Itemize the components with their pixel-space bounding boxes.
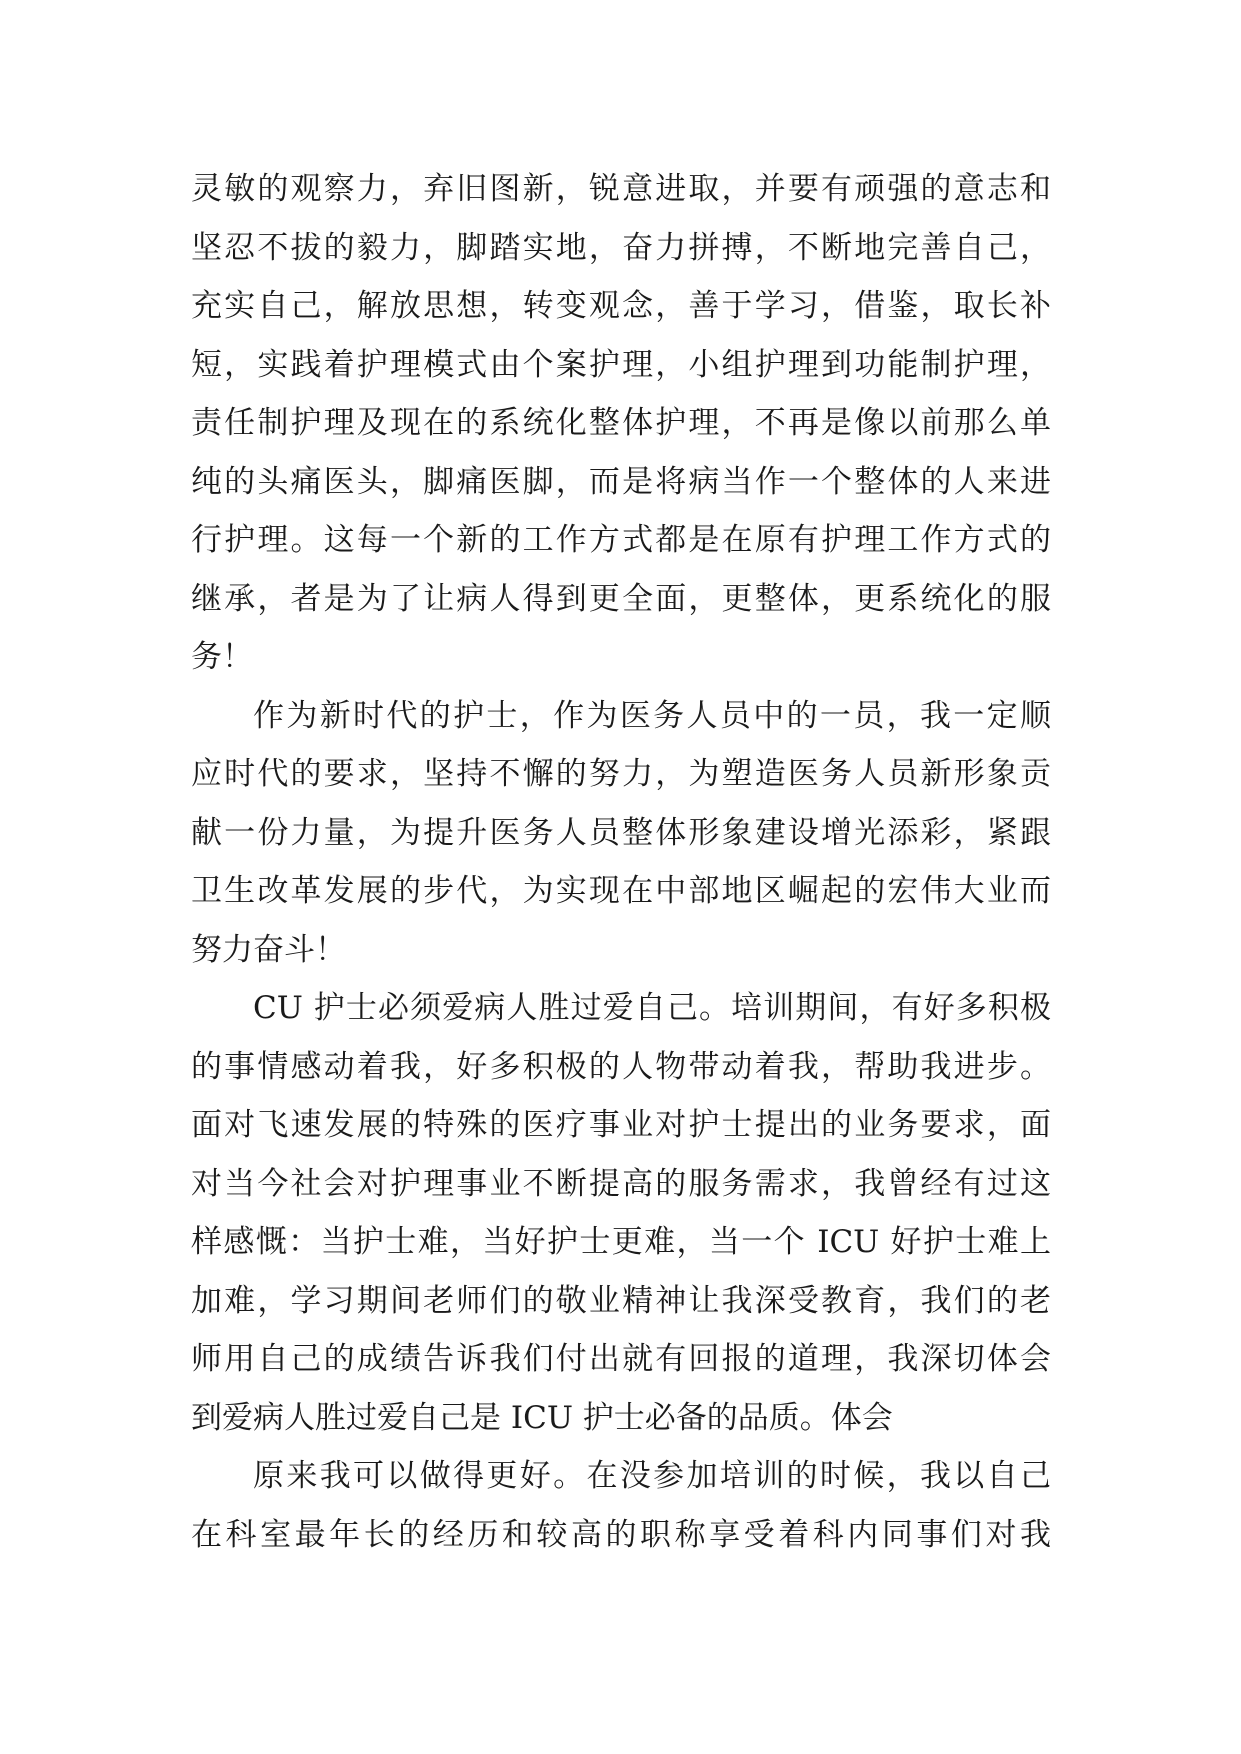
- text-line: 原来我可以做得更好。在没参加培训的时候，我以自己: [253, 1458, 1051, 1494]
- text-line: 对当今社会对护理事业不断提高的服务需求，我曾经有过这: [191, 1165, 1051, 1202]
- text-line: 灵敏的观察力，弃旧图新，锐意进取，并要有顽强的意志和: [191, 171, 1051, 207]
- paragraph-4: [191, 1447, 1051, 1564]
- text-line: 的事情感动着我，好多积极的人物带动着我，帮助我进步。: [191, 1048, 1051, 1085]
- text-line: 坚忍不拔的毅力，脚踏实地，奋力拼搏，不断地完善自己，: [191, 229, 1051, 266]
- paragraph-1: [191, 160, 1051, 687]
- text-line: 应时代的要求，坚持不懈的努力，为塑造医务人员新形象贡: [191, 756, 1051, 792]
- text-line: 献一份力量，为提升医务人员整体形象建设增光添彩，紧跟: [191, 814, 1051, 851]
- text-line: 师用自己的成绩告诉我们付出就有回报的道理，我深切体会: [191, 1341, 1051, 1377]
- text-line: 纯的头痛医头，脚痛医脚，而是将病当作一个整体的人来进: [191, 463, 1051, 500]
- text-line: 务！: [191, 639, 253, 675]
- text-line: 面对飞速发展的特殊的医疗事业对护士提出的业务要求，面: [191, 1107, 1051, 1143]
- text-line: CU 护士必须爱病人胜过爱自己。培训期间，有好多积极: [253, 990, 1051, 1026]
- text-line: 到爱病人胜过爱自己是 ICU 护士必备的品质。体会: [191, 1399, 893, 1436]
- text-line: 短，实践着护理模式由个案护理，小组护理到功能制护理，: [191, 346, 1051, 383]
- body-text: [191, 160, 1051, 1564]
- paragraph-3: [191, 979, 1051, 1447]
- text-line: 作为新时代的护士，作为医务人员中的一员，我一定顺: [253, 697, 1051, 734]
- text-line: 行护理。这每一个新的工作方式都是在原有护理工作方式的: [191, 522, 1051, 558]
- text-line: 加难，学习期间老师们的敬业精神让我深受教育，我们的老: [191, 1282, 1051, 1319]
- text-line: 继承，者是为了让病人得到更全面，更整体，更系统化的服: [191, 580, 1051, 617]
- text-line: 充实自己，解放思想，转变观念，善于学习，借鉴，取长补: [191, 288, 1051, 324]
- paragraph-2: [191, 687, 1051, 980]
- text-line: 样感慨：当护士难，当好护士更难，当一个 ICU 好护士难上: [191, 1224, 1051, 1260]
- text-line: 在科室最年长的经历和较高的职称享受着科内同事们对我: [191, 1516, 1051, 1553]
- text-line: 卫生改革发展的步代，为实现在中部地区崛起的宏伟大业而: [191, 873, 1051, 909]
- text-line: 责任制护理及现在的系统化整体护理，不再是像以前那么单: [191, 405, 1051, 441]
- text-line: 努力奋斗！: [191, 931, 346, 968]
